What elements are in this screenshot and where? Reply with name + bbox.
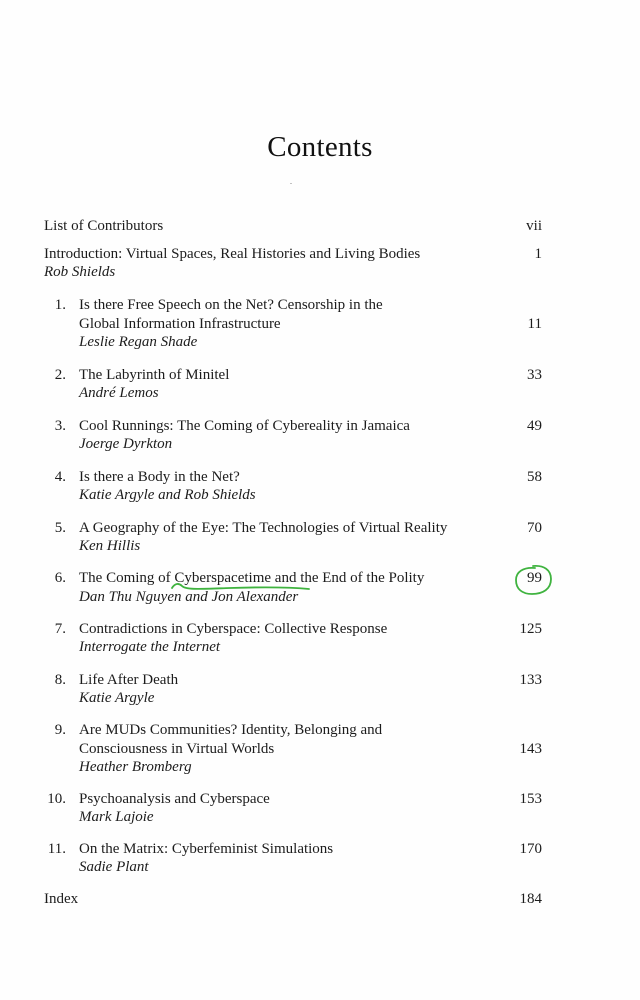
chapter-11-title: On the Matrix: Cyberfeminist Simulations xyxy=(79,841,334,857)
contributors-title: List of Contributors xyxy=(44,218,164,234)
chapter-11-author: Sadie Plant xyxy=(79,859,149,875)
chapter-7-page: 125 xyxy=(519,621,542,637)
chapter-4-title: Is there a Body in the Net? xyxy=(79,469,240,485)
chapter-10-page: 153 xyxy=(519,791,542,807)
chapter-3-author: Joerge Dyrkton xyxy=(79,436,173,452)
chapter-3-title: Cool Runnings: The Coming of Cybereality in Jamaica xyxy=(79,418,410,434)
chapter-2-title: The Labyrinth of Minitel xyxy=(79,367,230,383)
chapter-4-author: Katie Argyle and Rob Shields xyxy=(79,487,256,503)
chapter-5-author: Ken Hillis xyxy=(79,538,141,554)
chapter-6-title: The Coming of Cyberspacetime and the End of the Polity xyxy=(79,570,425,586)
chapter-4-number: 4. xyxy=(54,469,66,485)
chapter-9-page: 143 xyxy=(519,741,542,757)
chapter-9-author: Heather Bromberg xyxy=(79,759,192,775)
index-title: Index xyxy=(44,891,79,907)
contributors-page: vii xyxy=(526,218,542,234)
index-page: 184 xyxy=(519,891,542,907)
chapter-3-page: 49 xyxy=(527,418,542,434)
chapter-1-title-line-2: Global Information Infrastructure xyxy=(79,316,281,332)
paper-speck xyxy=(290,183,292,184)
chapter-1-number: 1. xyxy=(54,297,66,313)
chapter-10-number: 10. xyxy=(47,791,66,807)
chapter-2-page: 33 xyxy=(527,367,542,383)
chapter-8-number: 8. xyxy=(54,672,66,688)
page-title: Contents xyxy=(267,131,373,163)
chapter-5-number: 5. xyxy=(54,520,66,536)
chapter-7-author: Interrogate the Internet xyxy=(79,639,221,655)
chapter-10-title: Psychoanalysis and Cyberspace xyxy=(79,791,270,807)
introduction-title: Introduction: Virtual Spaces, Real Histories and Living Bodies xyxy=(44,246,421,262)
chapter-7-number: 7. xyxy=(54,621,66,637)
chapter-8-author: Katie Argyle xyxy=(79,690,155,706)
chapter-4-page: 58 xyxy=(527,469,542,485)
chapter-11-page: 170 xyxy=(519,841,542,857)
chapter-5-page: 70 xyxy=(527,520,542,536)
chapter-2-author: André Lemos xyxy=(79,385,159,401)
chapter-6-number: 6. xyxy=(54,570,66,586)
chapter-3-number: 3. xyxy=(54,418,66,434)
chapter-7-title: Contradictions in Cyberspace: Collective Response xyxy=(79,621,388,637)
chapter-2-number: 2. xyxy=(54,367,66,383)
chapter-8-page: 133 xyxy=(519,672,542,688)
chapter-10-author: Mark Lajoie xyxy=(79,809,154,825)
chapter-6-author: Dan Thu Nguyen and Jon Alexander xyxy=(79,589,299,605)
chapter-1-page: 11 xyxy=(527,316,542,332)
chapter-9-title-line-2: Consciousness in Virtual Worlds xyxy=(79,741,275,757)
chapter-8-title: Life After Death xyxy=(79,672,179,688)
introduction-page: 1 xyxy=(534,246,542,262)
introduction-author: Rob Shields xyxy=(44,264,116,280)
chapter-6-page: 99 xyxy=(527,570,542,586)
chapter-9-title-line-1: Are MUDs Communities? Identity, Belonging and xyxy=(79,722,383,738)
chapter-5-title: A Geography of the Eye: The Technologies of Virtual Reality xyxy=(79,520,448,536)
chapter-11-number: 11. xyxy=(47,841,66,857)
chapter-1-title-line-1: Is there Free Speech on the Net? Censorship in the xyxy=(79,297,383,313)
chapter-9-number: 9. xyxy=(54,722,66,738)
chapter-1-author: Leslie Regan Shade xyxy=(79,334,198,350)
